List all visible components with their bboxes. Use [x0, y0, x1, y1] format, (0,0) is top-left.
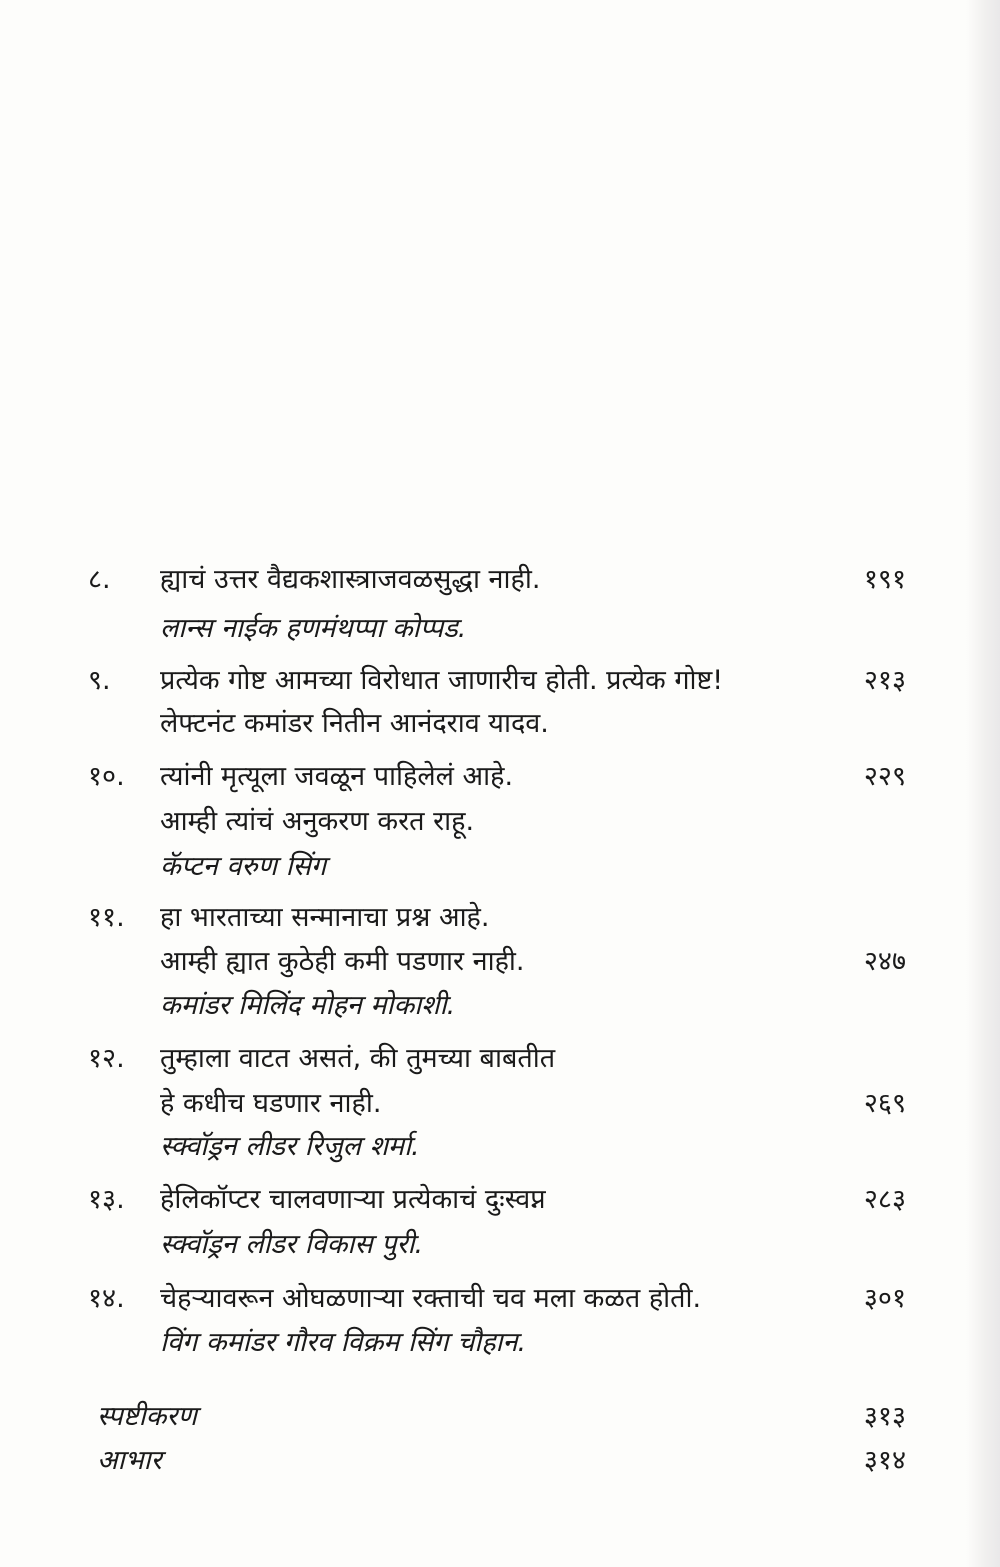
chapter-author: लेफ्टनंट कमांडर नितीन आनंदराव यादव.: [160, 708, 549, 739]
chapter-author: स्क्वॉड्रन लीडर विकास पुरी.: [160, 1229, 424, 1260]
page-number: २१३: [863, 665, 906, 696]
chapter-number: १०.: [88, 761, 125, 792]
page-number: २८३: [863, 1184, 906, 1215]
chapter-number: ९.: [88, 665, 111, 696]
chapter-author: कमांडर मिलिंद मोहन मोकाशी.: [160, 990, 456, 1021]
chapter-author: लान्स नाईक हणमंथप्पा कोप्पड.: [160, 613, 467, 644]
chapter-title: ह्याचं उत्तर वैद्यकशास्त्राजवळसुद्धा नाही.: [160, 564, 541, 595]
chapter-title: प्रत्येक गोष्ट आमच्या विरोधात जाणारीच होती. प्रत्येक गोष्ट!: [160, 665, 724, 696]
chapter-title: हेलिकॉप्टर चालवणाऱ्या प्रत्येकाचं दुःस्वप्न: [160, 1184, 546, 1215]
page-number: ३१३: [863, 1401, 906, 1432]
chapter-author: विंग कमांडर गौरव विक्रम सिंग चौहान.: [160, 1327, 527, 1358]
page-number: ३१४: [863, 1445, 906, 1476]
chapter-title-line-2: आम्ही ह्यात कुठेही कमी पडणार नाही.: [160, 946, 525, 977]
chapter-title: त्यांनी मृत्यूला जवळून पाहिलेलं आहे.: [160, 761, 514, 792]
chapter-number: ११.: [88, 902, 125, 933]
page-number: ३०१: [863, 1283, 906, 1314]
chapter-title: चेहऱ्यावरून ओघळणाऱ्या रक्ताची चव मला कळत होती.: [160, 1283, 702, 1314]
back-matter-label: स्पष्टीकरण: [97, 1401, 197, 1432]
chapter-number: १४.: [88, 1283, 125, 1314]
chapter-number: १२.: [88, 1043, 125, 1074]
page-number: १९१: [863, 564, 906, 595]
chapter-number: १३.: [88, 1184, 125, 1215]
chapter-title: हा भारताच्या सन्मानाचा प्रश्न आहे.: [160, 902, 490, 933]
chapter-author: कॅप्टन वरुण सिंग: [160, 851, 327, 882]
chapter-number: ८.: [88, 564, 111, 595]
chapter-title-line-2: आम्ही त्यांचं अनुकरण करत राहू.: [160, 806, 475, 837]
back-matter-label: आभार: [97, 1445, 162, 1476]
chapter-title: तुम्हाला वाटत असतं, की तुमच्या बाबतीत: [160, 1043, 556, 1074]
page-number: २२९: [863, 761, 906, 792]
chapter-title-line-2: हे कधीच घडणार नाही.: [160, 1088, 382, 1119]
page-number: २६९: [863, 1088, 906, 1119]
chapter-author: स्क्वॉड्रन लीडर रिजुल शर्मा.: [160, 1131, 420, 1162]
page-number: २४७: [863, 946, 906, 977]
